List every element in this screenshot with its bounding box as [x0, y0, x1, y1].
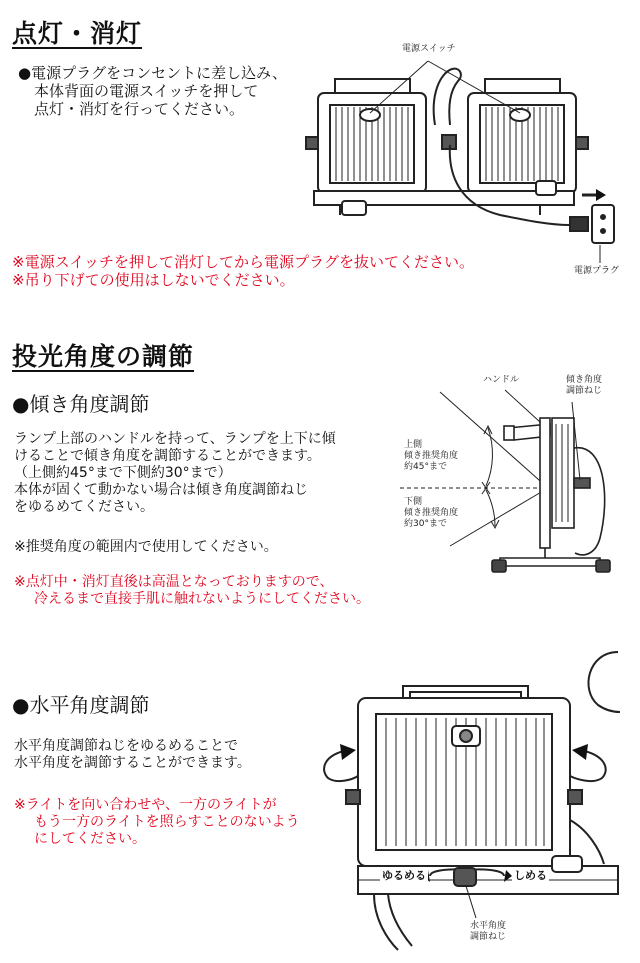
tilt-paragraph-line-4: 本体が固くて動かない場合は傾き角度調節ねじ [14, 482, 308, 498]
illustration-horizontal-adjust [318, 650, 628, 955]
power-warning-line-2: ※吊り下げての使用はしないでください。 [12, 271, 295, 289]
section-title-angle: 投光角度の調節 [12, 342, 195, 371]
power-instruction-line-2: 本体背面の電源スイッチを押して [34, 82, 259, 100]
label-tighten: しめる [514, 869, 547, 882]
power-warning-line-1: ※電源スイッチを押して消灯してから電源プラグを抜いてください。 [12, 253, 474, 271]
label-power-plug: 電源プラグ [574, 266, 620, 276]
label-lower-angle: 下側 傾き推奨角度 約30°まで [404, 497, 459, 529]
horizontal-warning-line-2: もう一方のライトを照らすことのないよう [34, 814, 300, 830]
horizontal-paragraph-line-1: 水平角度調節ねじをゆるめることで [14, 738, 238, 754]
horizontal-paragraph-line-2: 水平角度を調節することができます。 [14, 755, 251, 771]
power-instruction-line-1: ●電源プラグをコンセントに差し込み、 [18, 64, 287, 82]
tilt-note: ※推奨角度の範囲内で使用してください。 [14, 539, 278, 555]
tilt-paragraph-line-5: をゆるめてください。 [14, 499, 154, 515]
label-loosen: ゆるめる [382, 869, 426, 882]
tilt-warning-line-1: ※点灯中・消灯直後は高温となっておりますので、 [14, 574, 334, 590]
tilt-paragraph-line-2: けることで傾き角度を調節することができます。 [14, 448, 321, 464]
section-title-power: 点灯・消灯 [12, 19, 143, 48]
tilt-warning-line-2: 冷えるまで直接手肌に触れないようにしてください。 [34, 591, 370, 607]
label-power-switch: 電源スイッチ [402, 44, 456, 54]
illustration-twin-lights [300, 55, 630, 265]
tilt-heading: ●傾き角度調節 [12, 392, 150, 416]
horizontal-warning-line-3: にしてください。 [34, 831, 146, 847]
label-upper-angle: 上側 傾き推奨角度 約45°まで [404, 440, 459, 472]
tilt-paragraph-line-1: ランプ上部のハンドルを持って、ランプを上下に傾 [14, 431, 336, 447]
label-horizontal-screw: 水平角度 調節ねじ [470, 921, 507, 942]
power-instruction-line-3: 点灯・消灯を行ってください。 [34, 100, 245, 118]
illustration-tilt-side-view [400, 388, 625, 583]
horizontal-warning-line-1: ※ライトを向い合わせや、一方のライトが [14, 797, 277, 813]
label-tilt-screw: 傾き角度 調節ねじ [566, 375, 603, 396]
label-handle: ハンドル [483, 375, 520, 385]
tilt-paragraph-line-3: （上側約45°まで下側約30°まで） [14, 465, 232, 481]
horizontal-heading: ●水平角度調節 [12, 693, 150, 717]
